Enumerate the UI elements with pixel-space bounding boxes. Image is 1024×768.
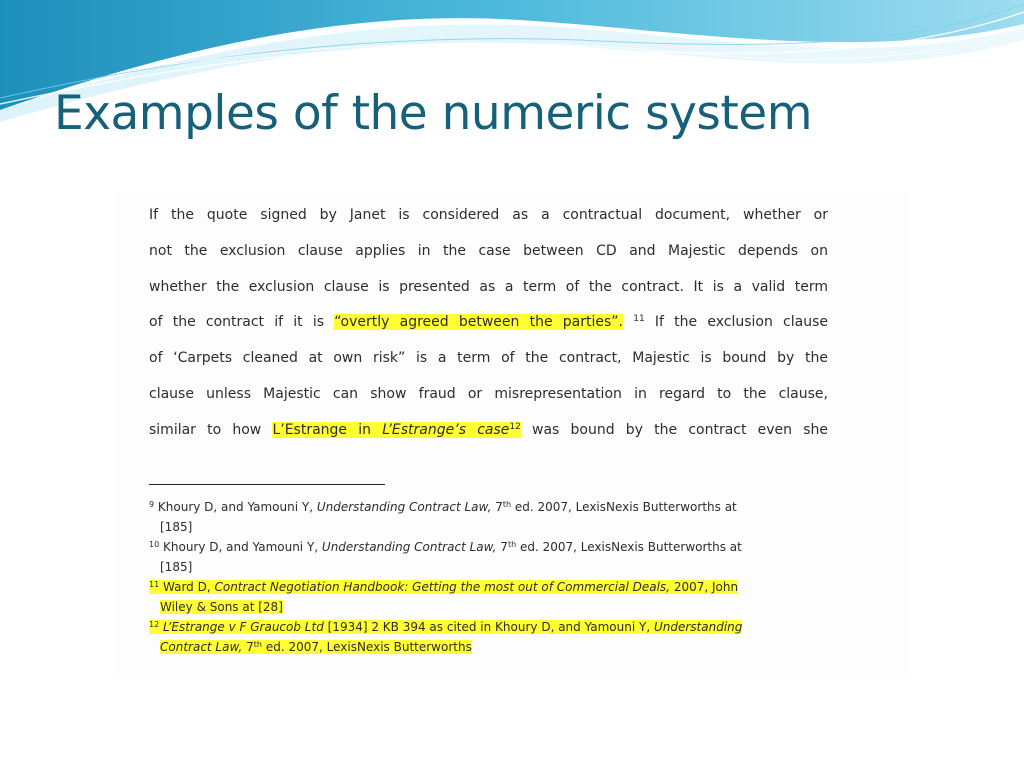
footnote-text: 7 <box>242 640 254 654</box>
slide-title: Examples of the numeric system <box>54 86 812 141</box>
footnote-text: Ward D, <box>159 580 215 594</box>
footnote-text: ed. 2007, LexisNexis Butterworths at <box>516 540 742 554</box>
footnote-12 <box>149 617 809 637</box>
footnote-11 <box>149 577 809 597</box>
body-line: clause unless Majestic can show fraud or misrepresentation in regard to the clause, <box>149 385 828 402</box>
footnote-title: Understanding Contract Law, <box>321 540 497 554</box>
footnote-text: ed. 2007, LexisNexis Butterworths <box>262 640 472 654</box>
body-line: If the quote signed by Janet is considered as a contractual document, whether or <box>149 207 828 223</box>
footnote-title: Understanding <box>653 620 743 634</box>
body-line: whether the exclusion clause is presented as a term of the contract. It is a valid term <box>149 278 828 295</box>
case-title-italic: L’Estrange’s case <box>382 421 510 438</box>
body-line <box>149 413 828 449</box>
body-text-segment: was bound by the contract even she <box>520 421 828 438</box>
ordinal-suffix: th <box>507 540 517 549</box>
ordinal-suffix: th <box>502 500 512 509</box>
footnote-text: ed. 2007, LexisNexis Butterworths at <box>511 500 737 514</box>
highlighted-footnote <box>160 640 472 654</box>
footnote-text: 7 <box>491 500 503 514</box>
highlighted-footnote: Wiley & Sons at [28] <box>160 600 283 614</box>
footnote-text: Khoury D, and Yamouni Y, <box>159 540 322 554</box>
footnote-9-continued: [185] <box>160 520 193 534</box>
body-line <box>149 305 828 341</box>
footnote-title: Contract Law, <box>160 640 243 654</box>
footnote-11-continued <box>149 597 809 617</box>
highlighted-footnote <box>149 620 742 634</box>
case-text: L’Estrange in <box>272 421 383 438</box>
body-text-segment: of the contract if it is <box>149 314 335 331</box>
footnote-number: 9 <box>149 500 155 509</box>
footnote-text: [1934] 2 KB 394 as cited in Khoury D, and Yamouni Y, <box>323 620 654 634</box>
body-line: of ‘Carpets cleaned at own risk” is a term of the contract, Majestic is bound by the <box>149 350 828 367</box>
footnote-12-continued <box>149 637 809 657</box>
footnote-case-title: L’Estrange v F Graucob Ltd <box>163 620 324 634</box>
footnote-title: Contract Negotiation Handbook: Getting the most out of Commercial Deals, <box>214 580 670 594</box>
footnote-separator <box>149 484 385 485</box>
footnote-10-continued: [185] <box>160 560 193 574</box>
footnote-ref: 11 <box>633 314 645 325</box>
footnote-ref: 12 <box>509 421 521 432</box>
body-text-segment: similar to how <box>149 421 273 438</box>
highlighted-case-name <box>272 422 520 438</box>
ordinal-suffix: th <box>253 640 263 649</box>
footnote-number: 12 <box>149 620 160 629</box>
highlighted-footnote <box>149 580 738 594</box>
footnote-10 <box>149 537 809 557</box>
footnote-number: 11 <box>149 580 160 589</box>
body-line: not the exclusion clause applies in the case between CD and Majestic depends on <box>149 242 828 259</box>
footnote-number: 10 <box>149 540 160 549</box>
footnote-text: 7 <box>496 540 508 554</box>
footnote-9 <box>149 497 809 517</box>
body-text-segment: If the exclusion clause <box>644 314 828 331</box>
footnote-text: 2007, John <box>670 580 739 594</box>
footnote-text: Khoury D, and Yamouni Y, <box>154 500 317 514</box>
footnotes <box>149 497 809 657</box>
excerpt-body <box>149 198 828 449</box>
highlighted-quote: “overtly agreed between the parties”. <box>334 314 624 331</box>
footnote-title: Understanding Contract Law, <box>316 500 492 514</box>
